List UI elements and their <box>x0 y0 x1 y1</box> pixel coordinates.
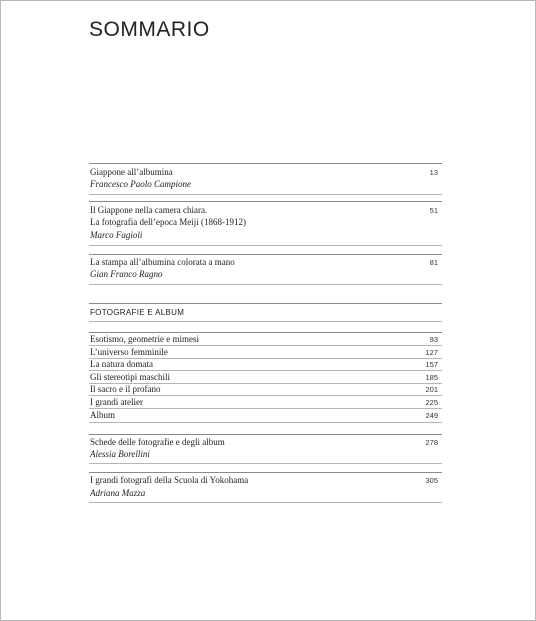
divider <box>89 194 442 195</box>
divider <box>89 422 442 423</box>
divider <box>89 502 442 503</box>
divider <box>89 321 442 322</box>
chapter-title: Gli stereotipi maschili <box>90 372 170 382</box>
divider <box>89 163 442 164</box>
chapter-title: Esotismo, geometrie e mimesi <box>90 334 199 344</box>
divider <box>89 472 442 473</box>
page-number: 157 <box>425 360 438 369</box>
page-number: 185 <box>425 373 438 382</box>
page-number: 278 <box>425 438 438 447</box>
page-number: 201 <box>425 385 438 394</box>
essay-title: Il Giappone nella camera chiara. <box>90 205 208 215</box>
essay-title: Giappone all’albumina <box>90 167 173 177</box>
divider <box>89 245 442 246</box>
divider <box>89 303 442 304</box>
essay-author: Gian Franco Ragno <box>90 269 163 279</box>
page-number: 13 <box>429 168 438 177</box>
essay-subtitle: La fotografia dell’epoca Meiji (1868-1912) <box>90 217 246 227</box>
chapter-title: L’universo femminile <box>90 347 168 357</box>
chapter-title: Album <box>90 410 116 420</box>
chapter-title: La natura domata <box>90 359 153 369</box>
divider <box>89 254 442 255</box>
appendix-title: I grandi fotografi della Scuola di Yokohama <box>90 475 249 485</box>
page-number: 127 <box>425 348 438 357</box>
page-title: SOMMARIO <box>89 18 210 41</box>
page-number: 225 <box>425 398 438 407</box>
divider <box>89 370 442 371</box>
page-number: 51 <box>429 206 438 215</box>
page-number: 305 <box>425 476 438 485</box>
essay-author: Marco Fagioli <box>90 230 143 240</box>
page-number: 249 <box>425 411 438 420</box>
page-number: 81 <box>429 258 438 267</box>
appendix-author: Adriana Mazza <box>90 488 146 498</box>
appendix-title: Schede delle fotografie e degli album <box>90 437 225 447</box>
divider <box>89 345 442 346</box>
divider <box>89 408 442 409</box>
divider <box>89 434 442 435</box>
divider <box>89 463 442 464</box>
divider <box>89 332 442 333</box>
essay-title: La stampa all’albumina colorata a mano <box>90 257 235 267</box>
chapter-title: I grandi atelier <box>90 397 143 407</box>
divider <box>89 284 442 285</box>
divider <box>89 201 442 202</box>
essay-author: Francesco Paolo Campione <box>90 179 191 189</box>
chapter-title: Il sacro e il profano <box>90 384 161 394</box>
divider <box>89 395 442 396</box>
page-number: 93 <box>429 335 438 344</box>
appendix-author: Alessia Borellini <box>90 449 150 459</box>
section-heading: FOTOGRAFIE E ALBUM <box>90 308 185 317</box>
